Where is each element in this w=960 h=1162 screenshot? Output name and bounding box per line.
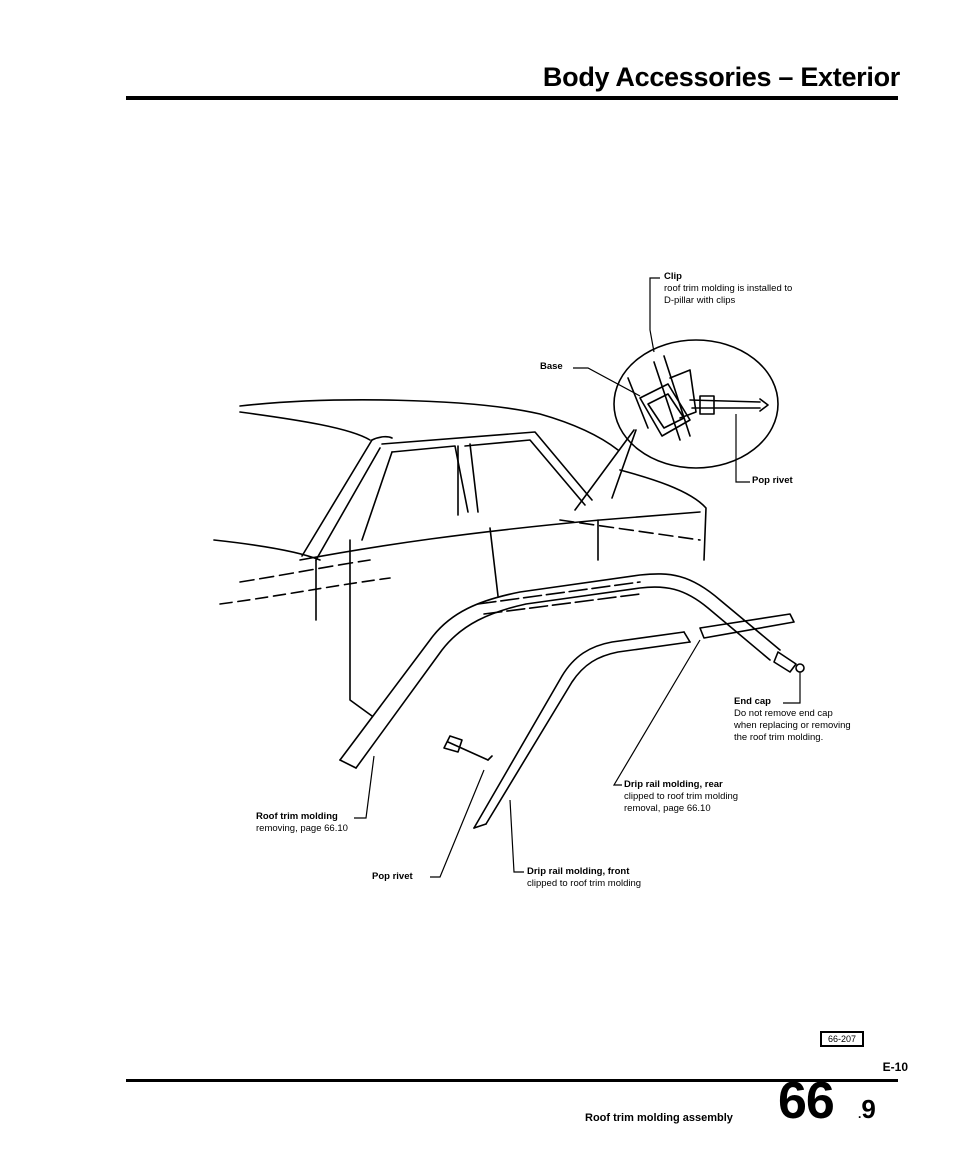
section-subnumber: .9 [858, 1094, 876, 1124]
page-title: Body Accessories – Exterior [542, 62, 900, 92]
callout-base [540, 361, 563, 373]
callout-clip-desc-2: D-pillar with clips [664, 295, 736, 306]
section-subnumber-value: 9 [861, 1094, 876, 1124]
callout-roof-trim-title: Roof trim molding [256, 811, 338, 822]
callout-pop-rivet-bottom-title: Pop rivet [372, 871, 413, 882]
callout-end-cap-desc-1: Do not remove end cap [734, 708, 833, 719]
callout-end-cap-desc-2: when replacing or removing [734, 720, 851, 731]
callout-clip-title: Clip [664, 271, 682, 282]
callout-drip-rail-rear-title: Drip rail molding, rear [624, 779, 723, 790]
callout-drip-rail-rear-desc-1: clipped to roof trim molding [624, 791, 739, 802]
page-code: E-10 [882, 1060, 908, 1074]
callout-drip-rail-front-title: Drip rail molding, front [527, 866, 630, 877]
callout-clip [664, 271, 884, 307]
callout-clip-desc-1: roof trim molding is installed to [664, 283, 793, 294]
callout-drip-rail-front [527, 866, 727, 890]
callout-roof-trim-desc-1: removing, page 66.10 [256, 823, 348, 834]
callout-base-title: Base [540, 361, 563, 372]
callout-pop-rivet-top-title: Pop rivet [752, 475, 793, 486]
callout-drip-rail-rear [624, 779, 824, 815]
callout-end-cap-title: End cap [734, 696, 771, 707]
callout-drip-rail-rear-desc-2: removal, page 66.10 [624, 803, 711, 814]
callout-pop-rivet-bottom [372, 871, 413, 883]
callout-drip-rail-front-desc-1: clipped to roof trim molding [527, 878, 642, 889]
figure-reference: 66-207 [820, 1031, 864, 1047]
footer-caption: Roof trim molding assembly [585, 1112, 733, 1124]
callout-end-cap [734, 696, 924, 744]
section-number: 66 [778, 1072, 834, 1130]
callout-end-cap-desc-3: the roof trim molding. [734, 732, 824, 743]
callout-pop-rivet-top [752, 475, 793, 487]
callout-roof-trim [256, 811, 366, 835]
